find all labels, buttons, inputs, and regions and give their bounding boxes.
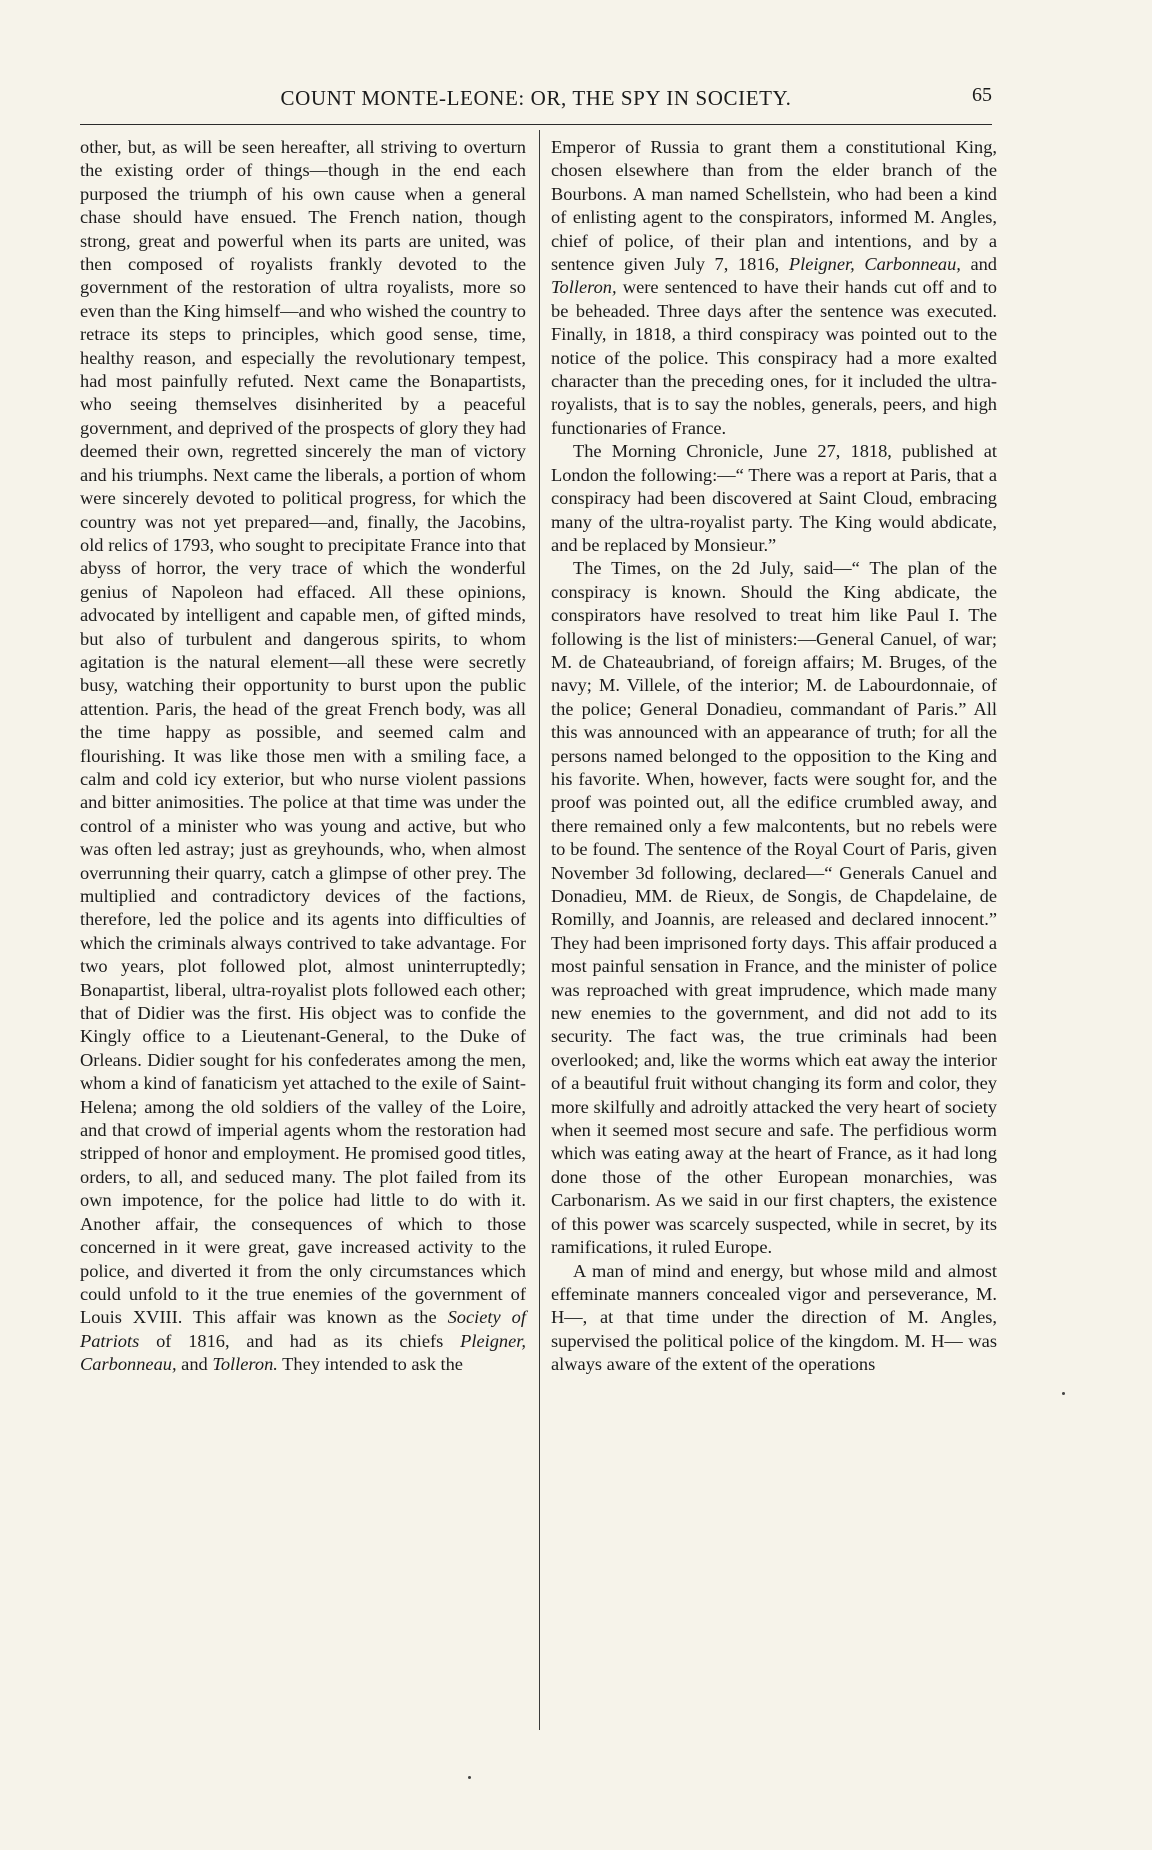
header-rule xyxy=(80,124,992,125)
ink-speck xyxy=(468,1776,471,1779)
paragraph: Emperor of Russia to grant them a constitutional King, chosen elsewhere than from the elder branch of the Bourbons. A man named Schellstein, who had been a kind of enlisting agent to the conspirators, informed M. Angles, chief of police, of their plan and intentions, and by a sentence given July 7, 1816, Pleigner, Carbonneau, and Tolleron, were sentenced to have their hands cut off and to be beheaded. Three days after the sentence was executed. Finally, in 1818, a third conspiracy was pointed out to the notice of the police. This conspiracy had a more exalted character than the preceding ones, for it included the ultra-royalists, that is to say the nobles, generals, peers, and high functionaries of France. xyxy=(551,137,997,438)
paragraph: A man of mind and energy, but whose mild and almost effeminate manners concealed vigor and perseverance, M. H—, at that time under the direction of M. Angles, supervised the political police of the kingdom. M. H— was always aware of the extent of the operations xyxy=(551,1260,997,1375)
paragraph: The Morning Chronicle, June 27, 1818, published at London the following:—“ There was a report at Paris, that a conspiracy had been discovered at Saint Cloud, embracing many of the ultra-royalist party. The King would abdicate, and be replaced by Monsieur.” xyxy=(551,441,997,555)
paragraph: The Times, on the 2d July, said—“ The plan of the conspiracy is known. Should the King abdicate, the conspirators have resolved to treat him like Paul I. The following is the list of ministers:—General Canuel, of war; M. de Chateaubriand, of foreign affairs; M. Bruges, of the navy; M. Villele, of the interior; M. de Labourdonnaie, of the police; General Donadieu, commandant of Paris.” All this was announced with an appearance of truth; for all the persons named belonged to the opposition to the King and his favorite. When, however, facts were sought for, and the proof was pointed out, all the edifice crumbled away, and there remained only a few malcontents, but no rebels were to be found. The sentence of the Royal Court of Paris, given November 3d following, declared—“ Generals Canuel and Donadieu, MM. de Rieux, de Songis, de Chapdelaine, de Romilly, and Joannis, are released and declared innocent.” They had been imprisoned forty days. This affair produced a most painful sensation in France, and the minister of police was reproached with great imprudence, which made many new enemies to the government, and did not add to its security. The fact was, the true criminals had been overlooked; and, like the worms which eat away the interior of a beautiful fruit without changing its form and color, they more skilfully and adroitly attacked the very heart of society when it seemed most secure and safe. The perfidious worm which was eating away at the heart of France, as it had long done those of the other European monarchies, was Carbonarism. As we said in our first chapters, the existence of this power was scarcely suspected, while in secret, by its ramifications, it ruled Europe. xyxy=(551,558,997,1258)
running-title: COUNT MONTE-LEONE: OR, THE SPY IN SOCIETY. xyxy=(280,86,792,110)
page-number: 65 xyxy=(972,84,992,106)
running-header xyxy=(80,82,992,118)
left-column xyxy=(80,136,526,1377)
ink-speck xyxy=(1062,1392,1065,1395)
right-column xyxy=(551,136,997,1377)
column-divider xyxy=(539,130,540,1730)
paragraph: other, but, as will be seen hereafter, all striving to overturn the existing order of things—though in the end each purposed the triumph of his own cause when a general chase should have ensued. The French nation, though strong, great and powerful when its parts are united, was then composed of royalists frankly devoted to the government of the restoration of ultra royalists, more so even than the King himself—and who wished the country to retrace its steps to principles, which good sense, time, healthy reason, and especially the revolutionary tempest, had most painfully refuted. Next came the Bonapartists, who seeing themselves disinherited by a peaceful government, and deprived of the prospects of glory they had deemed their own, regretted sincerely the man of victory and his triumphs. Next came the liberals, a portion of whom were sincerely devoted to political progress, for which the country was not yet prepared—and, finally, the Jacobins, old relics of 1793, who sought to precipitate France into that abyss of horror, the very trace of which the wonderful genius of Napoleon had effaced. All these opinions, advocated by intelligent and capable men, of gifted minds, but also of turbulent and dangerous spirits, to whom agitation is the natural element—all these were secretly busy, watching their opportunity to burst upon the public attention. Paris, the head of the great French body, was all the time happy as possible, and seemed calm and flourishing. It was like those men with a smiling face, a calm and cold icy exterior, but who nurse violent passions and bitter animosities. The police at that time was under the control of a minister who was young and active, but who was often led astray; just as greyhounds, who, when almost overrunning their quarry, catch a glimpse of other prey. The multiplied and contradictory devices of the factions, therefore, led the police and its agents into difficulties of which the criminals always contrived to take advantage. For two years, plot followed plot, almost uninterruptedly; Bonapartist, liberal, ultra-royalist plots followed each other; that of Didier was the first. His object was to confide the Kingly office to a Lieutenant-General, to the Duke of Orleans. Didier sought for his confederates among the men, whom a kind of fanaticism yet attached to the exile of Saint-Helena; among the old soldiers of the valley of the Loire, and that crowd of imperial agents whom the restoration had stripped of honor and employment. He promised good titles, orders, to all, and seduced many. The plot failed from its own impotence, for the police had little to do with it. Another affair, the consequences of which to those concerned in it were great, gave increased activity to the police, and diverted it from the only circumstances which could unfold to it the true enemies of the government of Louis XVIII. This affair was known as the Society of Patriots of 1816, and had as its chiefs Pleigner, Carbonneau, and Tolleron. They intended to ask the xyxy=(80,137,526,1375)
